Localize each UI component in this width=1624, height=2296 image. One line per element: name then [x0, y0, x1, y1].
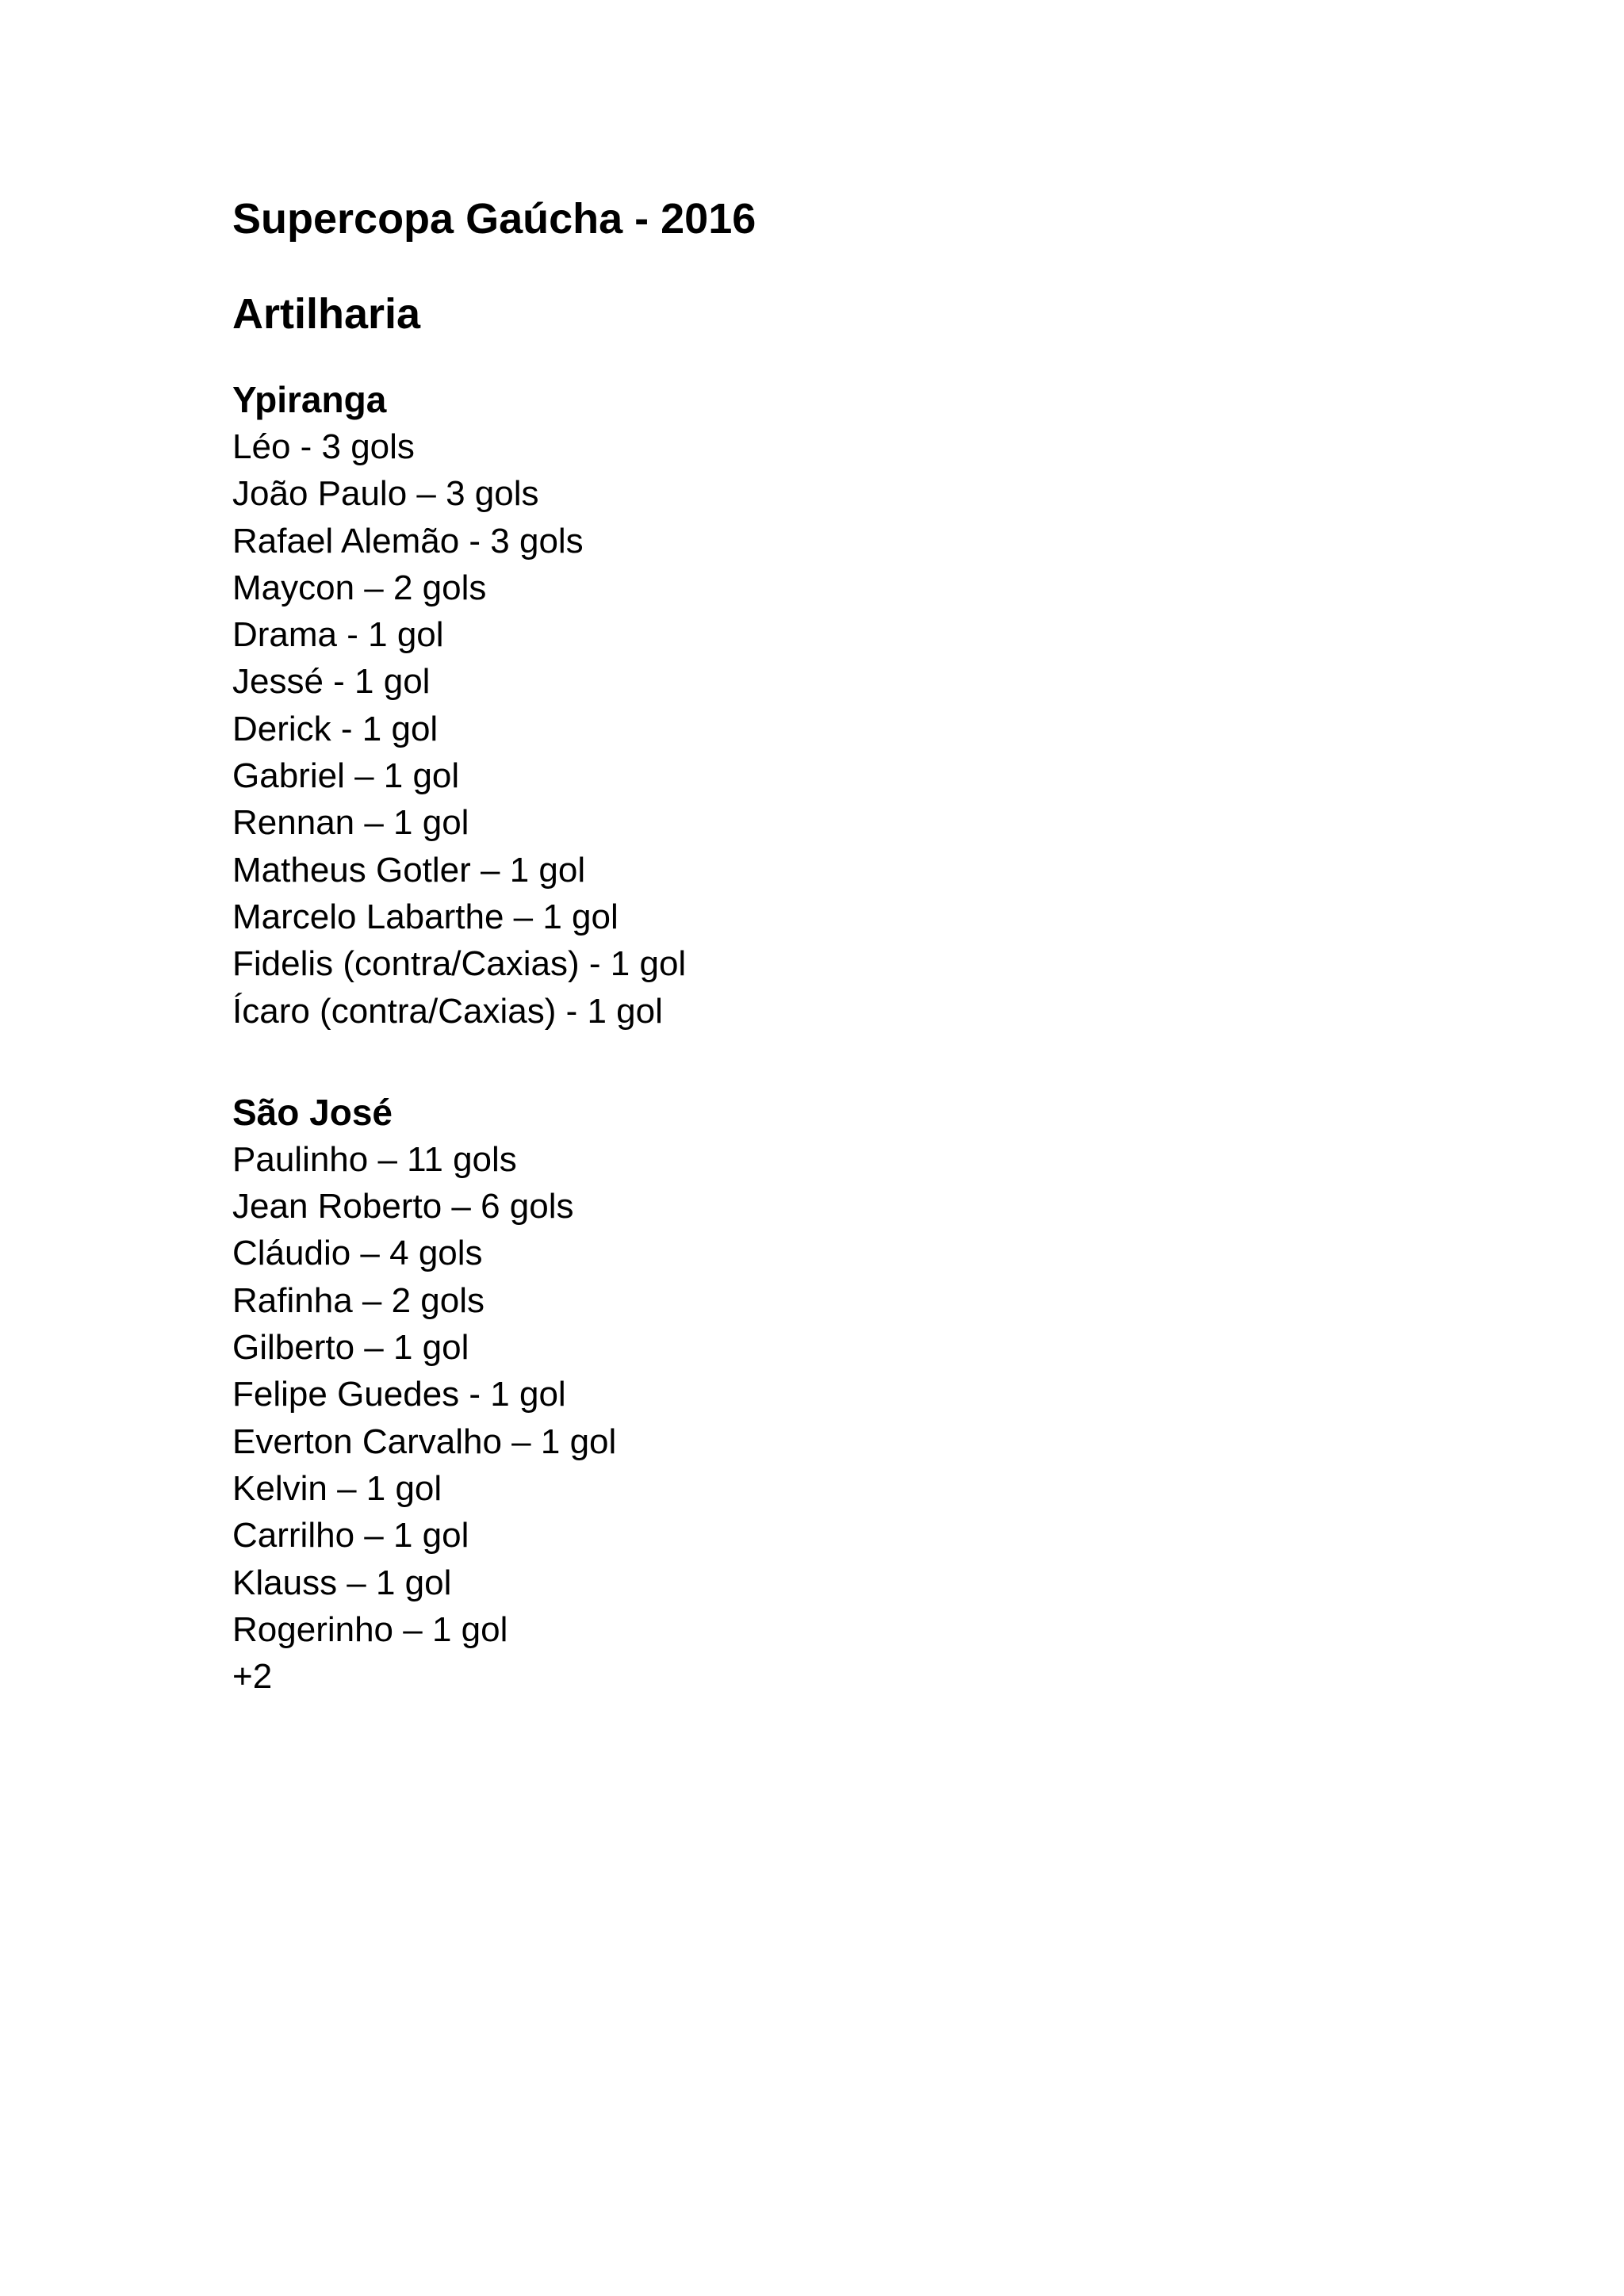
scorer-item: Klauss – 1 gol — [232, 1563, 452, 1602]
scorer-item: Kelvin – 1 gol — [232, 1468, 442, 1508]
scorer-item: Drama - 1 gol — [232, 615, 444, 655]
scorer-list — [232, 1136, 1422, 1653]
scorer-item: Fidelis (contra/Caxias) - 1 gol — [232, 944, 687, 984]
scorer-list — [232, 423, 1422, 1035]
scorer-item: Cláudio – 4 gols — [232, 1234, 483, 1273]
scorer-item: Rafinha – 2 gols — [232, 1280, 485, 1320]
scorer-item: Rennan – 1 gol — [232, 803, 469, 843]
scorer-item: Derick - 1 gol — [232, 709, 439, 748]
scorer-item: Ícaro (contra/Caxias) - 1 gol — [232, 991, 663, 1031]
scorer-item: João Paulo – 3 gols — [232, 474, 539, 514]
scorer-item: Matheus Gotler – 1 gol — [232, 850, 586, 890]
team-section-ypiranga — [232, 376, 1422, 1035]
document-subtitle: Artilharia — [232, 290, 421, 338]
scorer-item: Paulinho – 11 gols — [232, 1139, 517, 1179]
scorer-item: Jean Roberto – 6 gols — [232, 1187, 574, 1226]
scorer-item: Maycon – 2 gols — [232, 568, 487, 607]
scorer-item: Rafael Alemão - 3 gols — [232, 521, 584, 561]
additional-goals-note: +2 — [232, 1657, 273, 1697]
scorer-item: Gabriel – 1 gol — [232, 756, 460, 796]
scorer-item: Léo - 3 gols — [232, 427, 415, 466]
team-name: Ypiranga — [232, 379, 387, 420]
scorer-item: Rogerinho – 1 gol — [232, 1609, 508, 1649]
document-content — [232, 190, 1422, 1700]
scorer-item: Carrilho – 1 gol — [232, 1516, 469, 1556]
scorer-item: Jessé - 1 gol — [232, 662, 431, 702]
scorer-item: Marcelo Labarthe – 1 gol — [232, 897, 619, 936]
scorer-item: Everton Carvalho – 1 gol — [232, 1422, 617, 1461]
team-name: São José — [232, 1091, 393, 1133]
scorer-item: Gilberto – 1 gol — [232, 1328, 469, 1368]
document-title: Supercopa Gaúcha - 2016 — [232, 195, 756, 243]
scorer-item: Felipe Guedes - 1 gol — [232, 1375, 566, 1414]
team-section-sao-jose — [232, 1089, 1422, 1701]
